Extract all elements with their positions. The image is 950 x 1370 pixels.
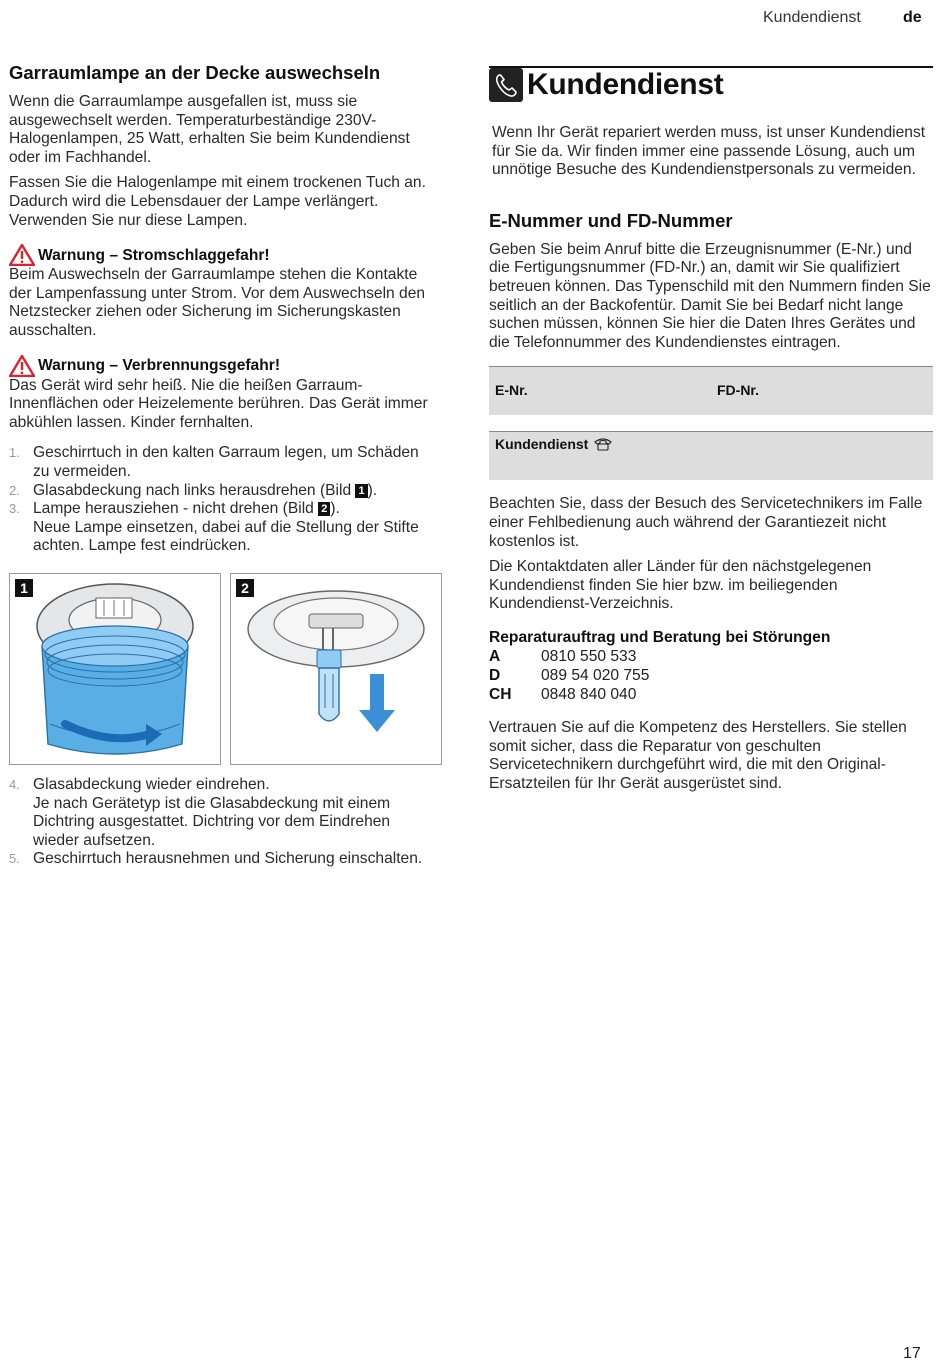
customer-service-label: Kundendienst: [495, 436, 613, 452]
phone-number: 0810 550 533: [541, 647, 637, 665]
page-number: 17: [903, 1345, 921, 1362]
visit-cost-paragraph: Beachten Sie, dass der Besuch des Servicetechnikers im Falle einer Fehlbedienung auch während der Garantiezeit nicht kostenlos ist.: [489, 495, 923, 550]
illustrations: [9, 573, 442, 765]
country-code: D: [489, 666, 501, 684]
figure-1-remove-glass-cover: [9, 573, 221, 765]
fd-nr-label: FD-Nr.: [717, 382, 759, 399]
figure-ref-badge: 2: [318, 502, 330, 516]
manufacturer-trust-paragraph: Vertrauen Sie auf die Kompetenz des Herstellers. Sie stellen somit sicher, dass die Reparatur von geschulten Servicetechnikern durchgeführt wird, die mit den Original-Ersatzteilen für Ihr Gerät ausgerüstet sind.: [489, 718, 907, 792]
right-column: [489, 62, 933, 800]
lamp-section-title: Garraumlampe an der Decke auswechseln: [9, 62, 381, 83]
figure-2-remove-lamp: [230, 573, 442, 765]
steps-list-b: [9, 776, 439, 869]
phone-numbers-list: [489, 647, 933, 704]
contact-paragraph: Die Kontaktdaten aller Länder für den nächstgelegenen Kundendienst finden Sie hier bzw. im beiliegenden Kundendienst-Verzeichnis.: [489, 558, 872, 613]
burn-warning-title: [9, 355, 434, 377]
e-number-paragraph: Geben Sie beim Anruf bitte die Erzeugnisnummer (E-Nr.) und die Fertigungsnummer (FD-Nr.) an, damit wir Sie qualifiziert betreuen können. Das Typenschild mit den Nummern finden Sie seitlich an der Backofentür. Damit Sie bei Bedarf nicht lange suchen müssen, können Sie hier die Daten Ihres Gerätes und die Telefonnummer des Kundendienstes eintragen.: [489, 240, 931, 351]
list-item: 2. Glasabdeckung nach links herausdrehen (Bild 1 ).: [9, 481, 378, 499]
left-column: [9, 62, 434, 556]
left-column-continued: [9, 776, 439, 869]
figure-1-label: 1: [15, 579, 33, 597]
warning-triangle-icon: [9, 355, 35, 377]
glass-cover-illustration: [10, 574, 220, 764]
steps-list-a: [9, 444, 434, 556]
country-code: CH: [489, 685, 512, 703]
lamp-intro-paragraph-1: Wenn die Garraumlampe ausgefallen ist, muss sie ausgewechselt werden. Temperaturbeständige 230V-Halogenlampen, 25 Watt, erhalten Sie beim Kundendienst oder im Fachhandel.: [9, 93, 410, 166]
list-item: 4. Glasabdeckung wieder eindrehen. Je nach Gerätetyp ist die Glasabdeckung mit einem Dichtring ausgestattet. Dichtring vor dem Eindrehen wieder aufsetzen.: [9, 776, 391, 849]
electric-shock-warning-title: [9, 244, 434, 266]
e-number-section-title: E-Nummer und FD-Nummer: [489, 209, 733, 231]
electric-shock-warning-body: Beim Auswechseln der Garraumlampe stehen die Kontakte der Lampenfassung unter Strom. Vor dem Auswechseln den Netzstecker ziehen oder Sicherung im Sicherungskasten ausschalten.: [9, 266, 426, 339]
warning-title-text: Warnung – Stromschlaggefahr!: [38, 246, 270, 264]
phone-number: 089 54 020 755: [541, 666, 650, 684]
table-row: [489, 431, 933, 480]
e-nr-label: E-Nr.: [495, 382, 528, 399]
phone-icon: [489, 68, 523, 102]
list-item: 1. Geschirrtuch in den kalten Garraum legen, um Schäden zu vermeiden.: [9, 444, 419, 480]
figure-ref-badge: 1: [355, 484, 367, 498]
warning-triangle-icon: [9, 244, 35, 266]
device-info-table: [489, 366, 933, 480]
service-intro-paragraph: Wenn Ihr Gerät repariert werden muss, ist unser Kundendienst für Sie da. Wir finden immer eine passende Lösung, auch um unnötige Besuche des Kundendienstpersonals zu vermeiden.: [492, 124, 926, 179]
customer-service-heading: [489, 66, 933, 102]
page-title: Kundendienst: [527, 68, 724, 101]
figure-2-label: 2: [236, 579, 254, 597]
phone-number: 0848 840 040: [541, 685, 637, 703]
country-code: A: [489, 647, 501, 665]
list-item: 3. Lampe herausziehen - nicht drehen (Bild 2 ). Neue Lampe einsetzen, dabei auf die Stellung der Stifte achten. Lampe fest eindrücken.: [9, 500, 419, 555]
repair-order-title: Reparaturauftrag und Beratung bei Störungen: [489, 628, 831, 646]
warning-title-text: Warnung – Verbrennungsgefahr!: [38, 357, 281, 375]
list-item: 5. Geschirrtuch herausnehmen und Sicherung einschalten.: [9, 850, 423, 868]
lamp-intro-paragraph-2: Fassen Sie die Halogenlampe mit einem trockenen Tuch an. Dadurch wird die Lebensdauer der Lampe verlängert. Verwenden Sie nur diese Lampen.: [9, 174, 426, 229]
halogen-lamp-illustration: [231, 574, 441, 764]
phone-icon: [593, 437, 613, 451]
running-header-section: Kundendienst: [763, 9, 861, 26]
table-row: [489, 366, 933, 415]
burn-warning-body: Das Gerät wird sehr heiß. Nie die heißen Garraum-Innenflächen oder Heizelemente berühren. Das Gerät immer abkühlen lassen. Kinder fernhalten.: [9, 376, 428, 431]
running-header-language: de: [903, 9, 922, 26]
